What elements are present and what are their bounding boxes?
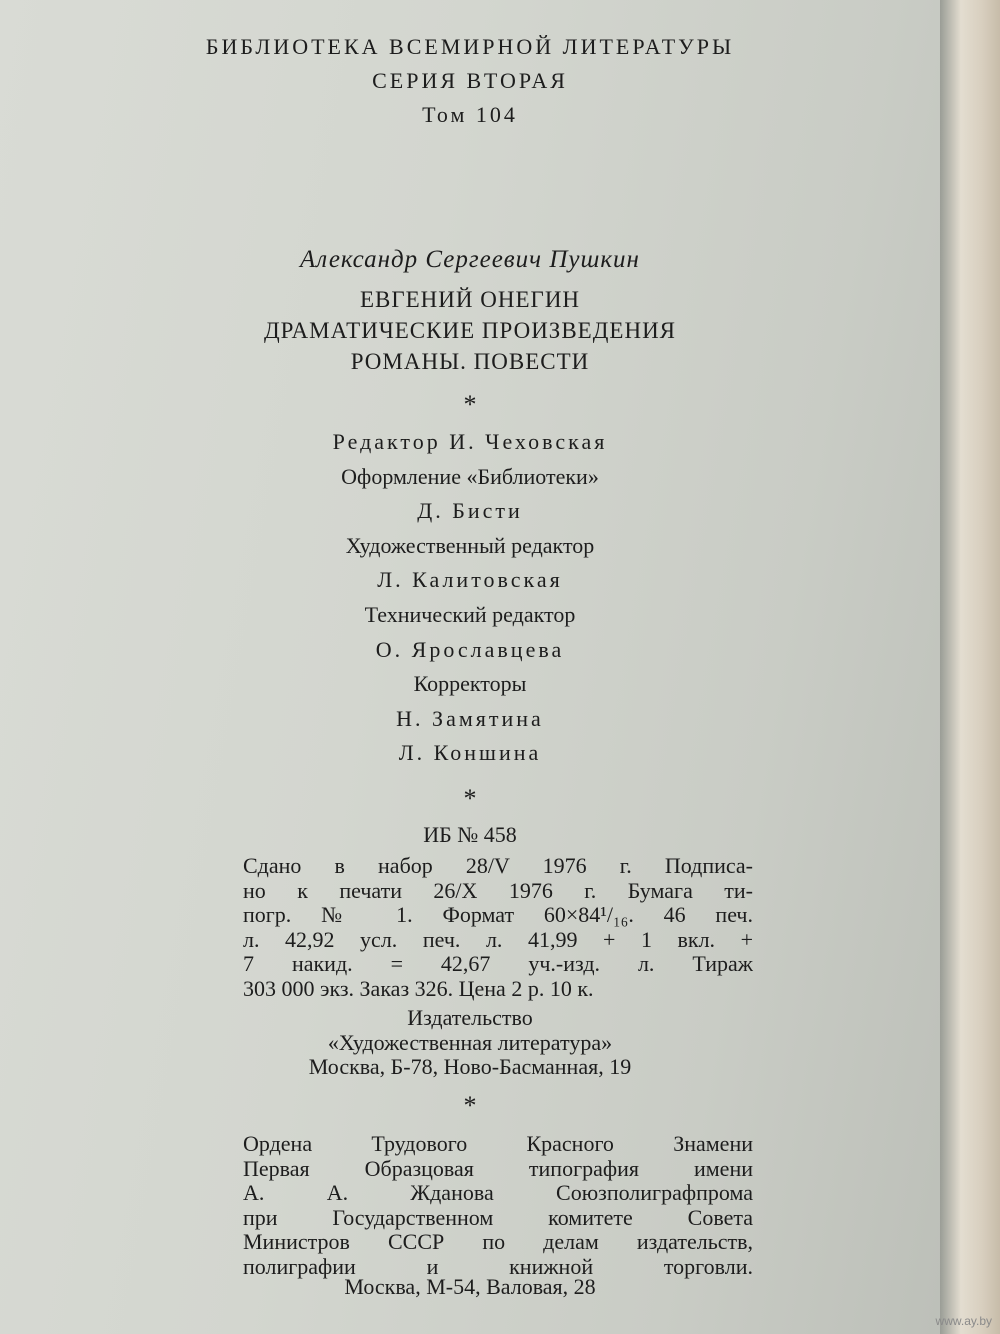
watermark: www.ay.by — [935, 1314, 992, 1328]
title-line: ДРАМАТИЧЕСКИЕ ПРОИЗВЕДЕНИЯ — [263, 318, 677, 343]
book-titles — [0, 284, 940, 377]
publisher-name: «Художественная литература» — [327, 1029, 613, 1055]
design-label: Оформление «Библиотеки» — [341, 463, 599, 489]
imprint-line: но к печати 26/X 1976 г. Бумага ти- — [243, 877, 753, 903]
printer-line: полиграфии и книжной торговли. — [243, 1253, 753, 1279]
art-editor-label: Художественный редактор — [345, 532, 595, 558]
imprint-line: 7 накид. = 42,67 уч.-изд. л. Тираж — [243, 951, 753, 976]
imprint-line: л. 42,92 усл. печ. л. 41,99 + 1 вкл. + — [243, 926, 753, 952]
imprint-line: Сдано в набор 28/V 1976 г. Подписа- — [243, 853, 753, 878]
tech-editor-label: Технический редактор — [364, 601, 576, 627]
imprint-line: 303 000 экз. Заказ 326. Цена 2 р. 10 к. — [243, 975, 594, 1001]
publisher-address: Москва, Б-78, Ново-Басманная, 19 — [308, 1054, 632, 1079]
design-name: Д. Бисти — [417, 498, 523, 524]
title-line: ЕВГЕНИЙ ОНЕГИН — [359, 287, 581, 312]
printer-line: при Государственном комитете Совета — [243, 1204, 753, 1230]
volume-number: Том 104 — [422, 102, 518, 127]
author-name: Александр Сергеевич Пушкин — [300, 246, 640, 273]
series-header — [0, 30, 940, 132]
art-editor-name: Л. Калитовская — [377, 567, 563, 593]
separator-star: * — [463, 1091, 477, 1120]
printer-address: Москва, М-54, Валовая, 28 — [344, 1274, 596, 1299]
proofreader-name: Л. Коншина — [398, 740, 542, 766]
series-title: БИБЛИОТЕКА ВСЕМИРНОЙ ЛИТЕРАТУРЫ — [205, 34, 735, 59]
editor-credit: Редактор И. Чеховская — [332, 429, 608, 454]
separator-star: * — [463, 390, 477, 419]
ib-number: ИБ № 458 — [423, 822, 517, 847]
series-subtitle: СЕРИЯ ВТОРАЯ — [372, 68, 568, 93]
printer-line: А. А. Жданова Союзполиграфпрома — [243, 1180, 753, 1205]
printer-line: Ордена Трудового Красного Знамени — [243, 1131, 753, 1156]
printer-details — [243, 1132, 753, 1279]
separator-star: * — [463, 784, 477, 813]
credits-block — [0, 425, 940, 771]
printer-line: Первая Образцовая типография имени — [243, 1155, 753, 1181]
imprint-line: погр. № 1. Формат 60×84¹/₁₆. 46 печ. — [243, 902, 753, 927]
title-line: РОМАНЫ. ПОВЕСТИ — [350, 349, 590, 374]
proofreaders-label: Корректоры — [413, 671, 527, 697]
imprint-details — [243, 854, 753, 1001]
publisher-label: Издательство — [407, 1005, 533, 1030]
proofreader-name: Н. Замятина — [396, 705, 544, 731]
publisher-block — [0, 1006, 940, 1080]
page-edge — [940, 0, 1000, 1334]
printer-line: Министров СССР по делам издательств, — [243, 1229, 753, 1254]
tech-editor-name: О. Ярославцева — [375, 636, 565, 662]
